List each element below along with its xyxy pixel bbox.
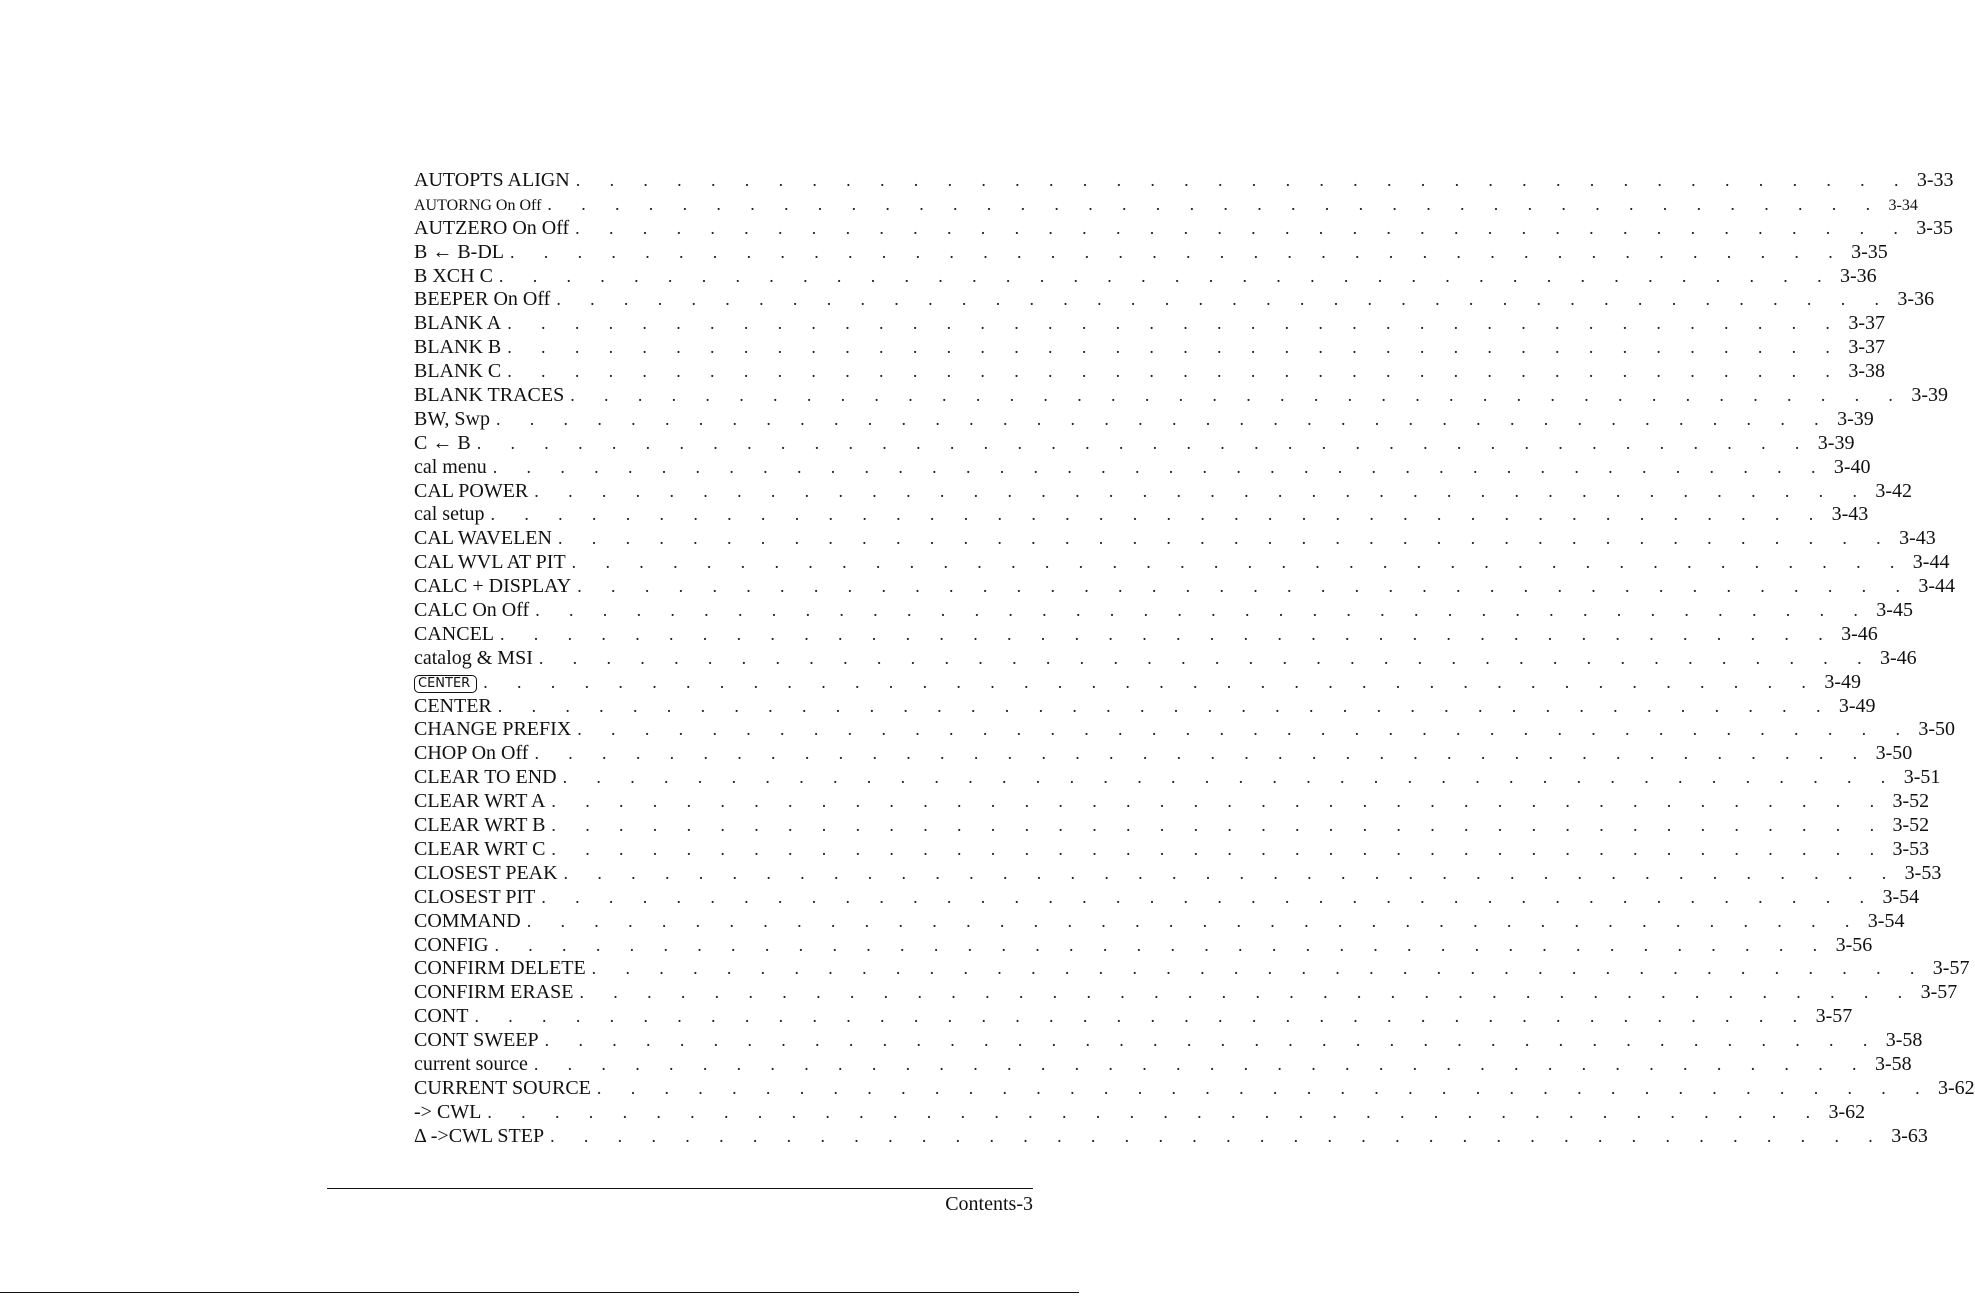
toc-entry[interactable] [414, 407, 1874, 432]
toc-entry-label: COMMAND [414, 909, 521, 932]
dot-leader: . . . . . . . . . . . . . . . . . . . . . . . . . . . . . . . . . . . . . . . . [541, 886, 1877, 907]
toc-entry-label: CONT SWEEP [414, 1029, 539, 1052]
toc-entry-page: 3-37 [1848, 336, 1886, 359]
footer-page-number: Contents-3 [945, 1193, 1033, 1215]
toc-entry-label: CENTER [414, 694, 492, 717]
dot-leader: . . . . . . . . . . . . . . . . . . . . . . . . . . . . . . . . . . . . . . . . [535, 600, 1871, 621]
toc-entry-label: CALC + DISPLAY [414, 575, 572, 598]
dot-leader: . . . . . . . . . . . . . . . . . . . . . . . . . . . . . . . . . . . . . . . . [562, 767, 1898, 788]
toc-entry[interactable] [414, 193, 1918, 217]
toc-entry[interactable] [414, 1124, 1928, 1149]
dot-leader: . . . . . . . . . . . . . . . . . . . . . . . . . . . . . . . . . . . . . . . . [579, 982, 1915, 1003]
toc-entry-label: CLOSEST PEAK [414, 861, 558, 884]
toc-entry-page: 3-57 [1932, 957, 1970, 980]
toc-entry-label: AUTORNG On Off [414, 196, 542, 214]
toc-entry[interactable] [414, 551, 1950, 575]
dot-leader: . . . . . . . . . . . . . . . . . . . . . . . . . . . . . . . . . . . . . . . . [476, 432, 1812, 453]
toc-entry-page: 3-33 [1916, 169, 1954, 191]
toc-entry[interactable] [414, 766, 1941, 790]
toc-entry-label [414, 671, 477, 695]
toc-entry[interactable] [414, 885, 1920, 910]
toc-entry-label: BLANK A [414, 312, 502, 335]
dot-leader: . . . . . . . . . . . . . . . . . . . . . . . . . . . . . . . . . . . . . . . . [510, 241, 1846, 262]
toc-entry-page: 3-38 [1848, 360, 1886, 383]
toc-entry-label: BW, Swp [414, 407, 490, 430]
dot-leader: . . . . . . . . . . . . . . . . . . . . . . . . . . . . . . . . . . . . . . . . [507, 361, 1843, 382]
toc-entry-page: 3-58 [1874, 1052, 1912, 1075]
dot-leader: . . . . . . . . . . . . . . . . . . . . . . . . . . . . . . . . . . . . . . . . [550, 1125, 1886, 1146]
toc-entry-page: 3-44 [1912, 551, 1950, 574]
toc-entry-page: 3-62 [1938, 1076, 1975, 1099]
toc-entry-page: 3-39 [1911, 384, 1948, 407]
toc-entry-label: CHANGE PREFIX [414, 718, 572, 741]
toc-entry-label: BLANK C [414, 360, 502, 383]
toc-entry-page: 3-46 [1841, 622, 1878, 645]
toc-entry-page: 3-40 [1833, 455, 1871, 478]
toc-entry-label: BLANK B [414, 336, 502, 359]
toc-entry[interactable] [414, 718, 1956, 742]
dot-leader: . . . . . . . . . . . . . . . . . . . . . . . . . . . . . . . . . . . . . . . . [570, 385, 1906, 406]
toc-entry-page: 3-57 [1815, 1005, 1853, 1028]
toc-entry-label: CONFIRM ERASE [414, 981, 574, 1004]
toc-entry-label: current source [414, 1052, 528, 1075]
table-of-contents [414, 169, 1975, 1149]
toc-entry-label: catalog & MSI [414, 646, 533, 669]
toc-entry[interactable] [414, 288, 1935, 312]
toc-entry-page: 3-36 [1897, 288, 1935, 311]
toc-entry[interactable] [414, 169, 1954, 193]
toc-entry-label: cal menu [414, 455, 487, 478]
toc-entry-page: 3-39 [1817, 431, 1855, 454]
toc-entry[interactable] [414, 814, 1930, 838]
toc-entry-page: 3-54 [1882, 885, 1920, 908]
dot-leader: . . . . . . . . . . . . . . . . . . . . . . . . . . . . . . . . . . . . . . . . [490, 504, 1826, 525]
toc-entry[interactable] [414, 384, 1948, 408]
dot-leader: . . . . . . . . . . . . . . . . . . . . . . . . . . . . . . . . . . . . . . . . [526, 910, 1862, 931]
toc-entry-page: 3-51 [1903, 766, 1941, 789]
toc-entry-page: 3-49 [1838, 694, 1876, 717]
toc-entry-label: B XCH C [414, 264, 493, 287]
toc-entry-page: 3-36 [1840, 264, 1877, 287]
toc-entry-label: CLOSEST PIT [414, 885, 536, 908]
dot-leader: . . . . . . . . . . . . . . . . . . . . . . . . . . . . . . . . . . . . . . . . [492, 456, 1828, 477]
toc-entry-page: 3-35 [1851, 240, 1888, 263]
page-bottom-rule [0, 1292, 1079, 1293]
toc-entry-label: CAL WVL AT PIT [414, 551, 566, 574]
toc-entry-page: 3-56 [1835, 933, 1873, 956]
toc-entry[interactable] [414, 1029, 1923, 1053]
toc-entry-page: 3-46 [1879, 646, 1917, 669]
toc-entry[interactable] [414, 360, 1886, 384]
toc-entry[interactable] [414, 909, 1905, 934]
dot-leader: . . . . . . . . . . . . . . . . . . . . . . . . . . . . . . . . . . . . . . . . [534, 480, 1870, 501]
toc-entry-label: BEEPER On Off [414, 288, 551, 311]
toc-entry[interactable] [414, 312, 1886, 336]
toc-entry-page: 3-52 [1892, 814, 1930, 837]
toc-entry-page: 3-35 [1916, 216, 1953, 239]
dot-leader: . . . . . . . . . . . . . . . . . . . . . . . . . . . . . . . . . . . . . . . . [556, 289, 1892, 310]
toc-entry-page: 3-54 [1867, 909, 1905, 932]
dot-leader: . . . . . . . . . . . . . . . . . . . . . . . . . . . . . . . . . . . . . . . . [575, 217, 1911, 238]
hardkey-label: CENTER [414, 675, 477, 693]
toc-entry-label: CANCEL [414, 622, 494, 645]
toc-entry[interactable] [414, 599, 1913, 623]
toc-entry-page: 3-58 [1885, 1029, 1923, 1052]
toc-entry-page: 3-39 [1837, 407, 1874, 430]
dot-leader: . . . . . . . . . . . . . . . . . . . . . . . . . . . . . . . . . . . . . . . . [577, 576, 1913, 597]
toc-entry[interactable] [414, 837, 1930, 862]
toc-entry-page: 3-44 [1918, 575, 1956, 598]
dot-leader: . . . . . . . . . . . . . . . . . . . . . . . . . . . . . . . . . . . . . . . . [494, 934, 1830, 955]
toc-entry[interactable] [414, 503, 1869, 527]
toc-entry[interactable] [414, 861, 1942, 886]
toc-entry[interactable] [414, 957, 1970, 981]
dot-leader: . . . . . . . . . . . . . . . . . . . . . . . . . . . . . . . . . . . . . . . . [495, 408, 1832, 429]
toc-entry[interactable] [414, 1052, 1912, 1077]
toc-entry[interactable] [414, 694, 1876, 719]
dot-leader: . . . . . . . . . . . . . . . . . . . . . . . . . . . . . . . . . . . . . . . . [557, 528, 1894, 549]
toc-entry-page: 3-43 [1831, 503, 1869, 526]
toc-entry-label: CAL POWER [414, 479, 529, 502]
dot-leader: . . . . . . . . . . . . . . . . . . . . . . . . . . . . . . . . . . . . . . . . [547, 193, 1883, 214]
dot-leader: . . . . . . . . . . . . . . . . . . . . . . . . . . . . . . . . . . . . . . . . [596, 1077, 1932, 1098]
toc-entry[interactable] [414, 1076, 1975, 1101]
toc-entry-label: CONFIG [414, 933, 489, 956]
dot-leader: . . . . . . . . . . . . . . . . . . . . . . . . . . . . . . . . . . . . . . . . [474, 1006, 1810, 1027]
dot-leader: . . . . . . . . . . . . . . . . . . . . . . . . . . . . . . . . . . . . . . . . [534, 743, 1870, 764]
toc-entry-page: 3-45 [1876, 599, 1913, 622]
toc-entry-page: 3-53 [1892, 837, 1930, 860]
dot-leader: . . . . . . . . . . . . . . . . . . . . . . . . . . . . . . . . . . . . . . . . [563, 862, 1899, 883]
toc-entry[interactable] [414, 742, 1913, 766]
toc-entry-label: BLANK TRACES [414, 384, 565, 407]
toc-entry[interactable] [414, 575, 1956, 599]
toc-entry-page: 3-43 [1899, 527, 1936, 550]
toc-entry[interactable] [414, 527, 1936, 551]
toc-entry-page: 3-57 [1920, 981, 1958, 1004]
dot-leader: . . . . . . . . . . . . . . . . . . . . . . . . . . . . . . . . . . . . . . . . [507, 337, 1843, 358]
dot-leader: . . . . . . . . . . . . . . . . . . . . . . . . . . . . . . . . . . . . . . . . [483, 671, 1819, 692]
toc-entry-label: CLEAR WRT C [414, 837, 546, 860]
dot-leader: . . . . . . . . . . . . . . . . . . . . . . . . . . . . . . . . . . . . . . . . [551, 838, 1887, 859]
dot-leader: . . . . . . . . . . . . . . . . . . . . . . . . . . . . . . . . . . . . . . . . [487, 1101, 1823, 1122]
dot-leader: . . . . . . . . . . . . . . . . . . . . . . . . . . . . . . . . . . . . . . . . [551, 791, 1887, 812]
toc-entry[interactable] [414, 1005, 1853, 1029]
toc-entry-label: CLEAR WRT B [414, 814, 546, 837]
toc-entry-page: 3-42 [1875, 479, 1913, 502]
toc-entry-page: 3-52 [1892, 790, 1930, 813]
dot-leader: . . . . . . . . . . . . . . . . . . . . . . . . . . . . . . . . . . . . . . . . [533, 1053, 1869, 1074]
toc-entry-page: 3-50 [1875, 742, 1913, 765]
dot-leader: . . . . . . . . . . . . . . . . . . . . . . . . . . . . . . . . . . . . . . . . [497, 695, 1833, 716]
toc-entry[interactable] [414, 790, 1930, 814]
dot-leader: . . . . . . . . . . . . . . . . . . . . . . . . . . . . . . . . . . . . . . . . [507, 313, 1843, 334]
toc-entry[interactable] [414, 981, 1958, 1005]
dot-leader: . . . . . . . . . . . . . . . . . . . . . . . . . . . . . . . . . . . . . . . . [538, 647, 1874, 668]
toc-entry[interactable] [414, 216, 1953, 241]
toc-entry-label: CONFIRM DELETE [414, 957, 586, 980]
footer-rule [327, 1188, 1033, 1189]
toc-entry[interactable] [414, 431, 1855, 456]
toc-entry[interactable] [414, 646, 1917, 671]
toc-entry[interactable] [414, 670, 1861, 695]
toc-entry[interactable] [414, 455, 1871, 480]
dot-leader: . . . . . . . . . . . . . . . . . . . . . . . . . . . . . . . . . . . . . . . . [500, 623, 1836, 644]
toc-entry-label: CHOP On Off [414, 742, 529, 765]
toc-entry-page: 3-50 [1918, 718, 1956, 741]
dot-leader: . . . . . . . . . . . . . . . . . . . . . . . . . . . . . . . . . . . . . . . . [498, 265, 1835, 286]
toc-entry[interactable] [414, 336, 1886, 360]
toc-entry-label: AUTZERO On Off [414, 216, 570, 239]
toc-entry-label: CLEAR TO END [414, 766, 557, 789]
toc-entry[interactable] [414, 479, 1913, 504]
toc-entry-label: CURRENT SOURCE [414, 1076, 591, 1099]
toc-entry-page: 3-53 [1904, 861, 1942, 884]
dot-leader: . . . . . . . . . . . . . . . . . . . . . . . . . . . . . . . . . . . . . . . . [591, 958, 1927, 979]
toc-entry-page: 3-34 [1888, 196, 1918, 214]
toc-entry[interactable] [414, 622, 1878, 647]
toc-entry[interactable] [414, 933, 1873, 958]
dot-leader: . . . . . . . . . . . . . . . . . . . . . . . . . . . . . . . . . . . . . . . . [551, 815, 1887, 836]
dot-leader: . . . . . . . . . . . . . . . . . . . . . . . . . . . . . . . . . . . . . . . . [575, 170, 1911, 190]
toc-entry-label: Δ ->CWL STEP [414, 1124, 545, 1147]
toc-entry-page: 3-63 [1891, 1124, 1928, 1147]
toc-entry-label: AUTOPTS ALIGN [414, 169, 570, 191]
toc-entry-label: CAL WAVELEN [414, 527, 552, 550]
toc-entry[interactable] [414, 1100, 1866, 1125]
toc-entry-page: 3-62 [1828, 1100, 1866, 1123]
toc-entry-label: CALC On Off [414, 599, 530, 622]
toc-entry-label: CONT [414, 1005, 469, 1028]
toc-entry-label: -> CWL [414, 1100, 482, 1123]
toc-entry-label: C ← B [414, 431, 471, 454]
toc-entry-page: 3-49 [1824, 670, 1861, 693]
toc-entry-page: 3-37 [1848, 312, 1886, 335]
toc-entry-label: CLEAR WRT A [414, 790, 546, 813]
dot-leader: . . . . . . . . . . . . . . . . . . . . . . . . . . . . . . . . . . . . . . . . [544, 1030, 1880, 1051]
dot-leader: . . . . . . . . . . . . . . . . . . . . . . . . . . . . . . . . . . . . . . . . [571, 552, 1907, 573]
dot-leader: . . . . . . . . . . . . . . . . . . . . . . . . . . . . . . . . . . . . . . . . [577, 719, 1913, 740]
toc-entry-label: cal setup [414, 503, 485, 526]
toc-entry-label: B ← B-DL [414, 240, 504, 263]
toc-entry[interactable] [414, 240, 1888, 265]
toc-entry[interactable] [414, 264, 1877, 289]
